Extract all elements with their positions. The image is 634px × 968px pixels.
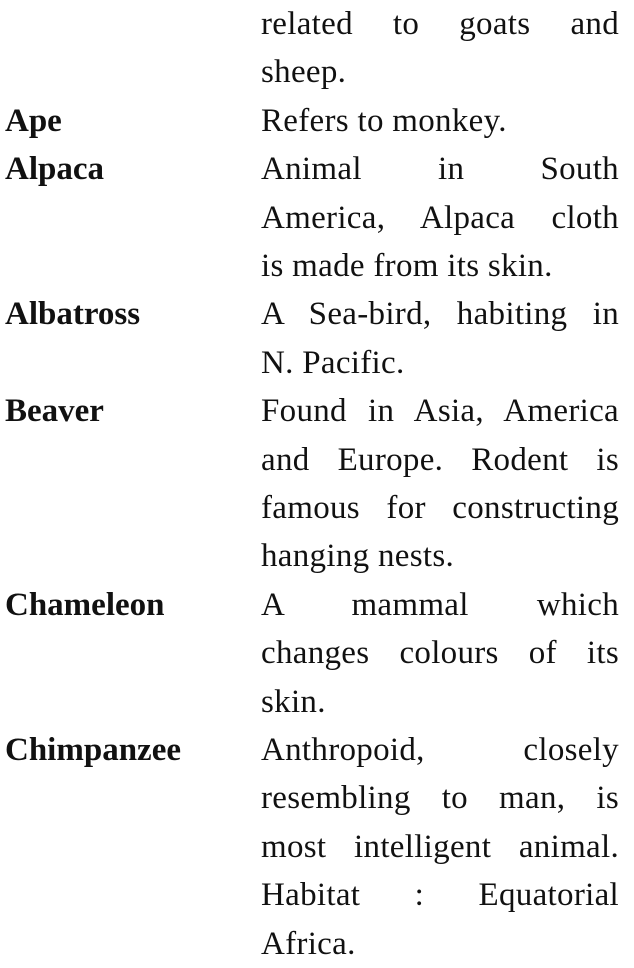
definition-line: Animal in South — [261, 151, 619, 188]
entry-term: Chimpanzee — [5, 732, 181, 768]
definition-line: A Sea-bird, habiting in — [261, 296, 619, 333]
definition-line: N. Pacific. — [261, 344, 405, 381]
definition-line: changes colours of its — [261, 635, 619, 672]
entry-definition — [261, 726, 619, 968]
definition-line: Refers to monkey. — [261, 102, 507, 139]
definition-line: Africa. — [261, 925, 356, 962]
definition-line: sheep. — [261, 54, 347, 91]
definition-line: resembling to man, is — [261, 780, 619, 817]
definition-line: most intelligent animal. — [261, 828, 619, 865]
definition-line: famous for constructing — [261, 489, 619, 526]
definition-line: Habitat : Equatorial — [261, 877, 619, 914]
entry-definition — [261, 290, 619, 387]
entry-definition — [261, 97, 619, 145]
entry-definition — [261, 0, 619, 97]
entry-definition — [261, 145, 619, 290]
entry-term: Albatross — [5, 296, 141, 333]
definition-line: is made from its skin. — [261, 247, 553, 284]
definition-line: and Europe. Rodent is — [261, 441, 619, 478]
definition-line: A mammal which — [261, 586, 619, 623]
entry-term: Ape — [5, 102, 62, 139]
definition-line: America, Alpaca cloth — [261, 199, 619, 236]
definition-line: Anthropoid, closely — [261, 732, 619, 768]
entry-term: Alpaca — [5, 151, 104, 188]
entry-definition — [261, 387, 619, 581]
definition-line: skin. — [261, 683, 326, 720]
entry-term: Chameleon — [5, 586, 165, 623]
entry-definition — [261, 581, 619, 726]
definition-line: related to goats and — [261, 6, 619, 42]
definition-line: Found in Asia, America — [261, 393, 619, 430]
definition-line: hanging nests. — [261, 538, 455, 575]
entry-term: Beaver — [5, 393, 104, 430]
